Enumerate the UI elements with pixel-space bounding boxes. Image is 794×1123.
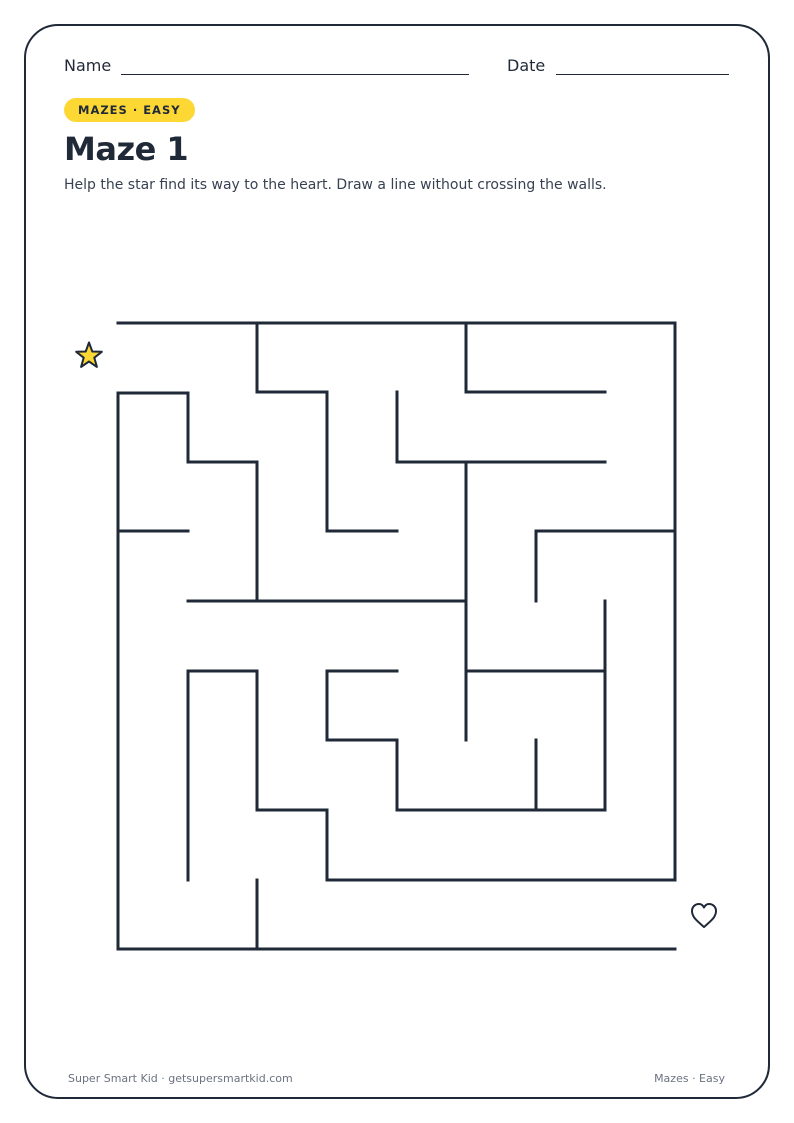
maze-wall xyxy=(397,392,605,462)
maze-wall xyxy=(188,671,675,880)
footer-right: Mazes · Easy xyxy=(654,1072,725,1085)
maze-wall xyxy=(536,531,675,601)
instructions: Help the star find its way to the heart. Draw a line without crossing the walls. xyxy=(64,177,607,193)
name-label: Name xyxy=(64,56,112,75)
page-title: Maze 1 xyxy=(64,130,189,168)
maze-wall xyxy=(257,323,397,531)
date-label: Date xyxy=(507,56,546,75)
footer-left: Super Smart Kid · getsupersmartkid.com xyxy=(68,1072,293,1085)
star-icon xyxy=(76,343,102,367)
maze-wall xyxy=(466,323,605,392)
category-badge: MAZES · EASY xyxy=(64,98,195,122)
heart-icon xyxy=(692,904,716,927)
maze-wall xyxy=(118,393,257,601)
maze-walls xyxy=(118,323,675,949)
